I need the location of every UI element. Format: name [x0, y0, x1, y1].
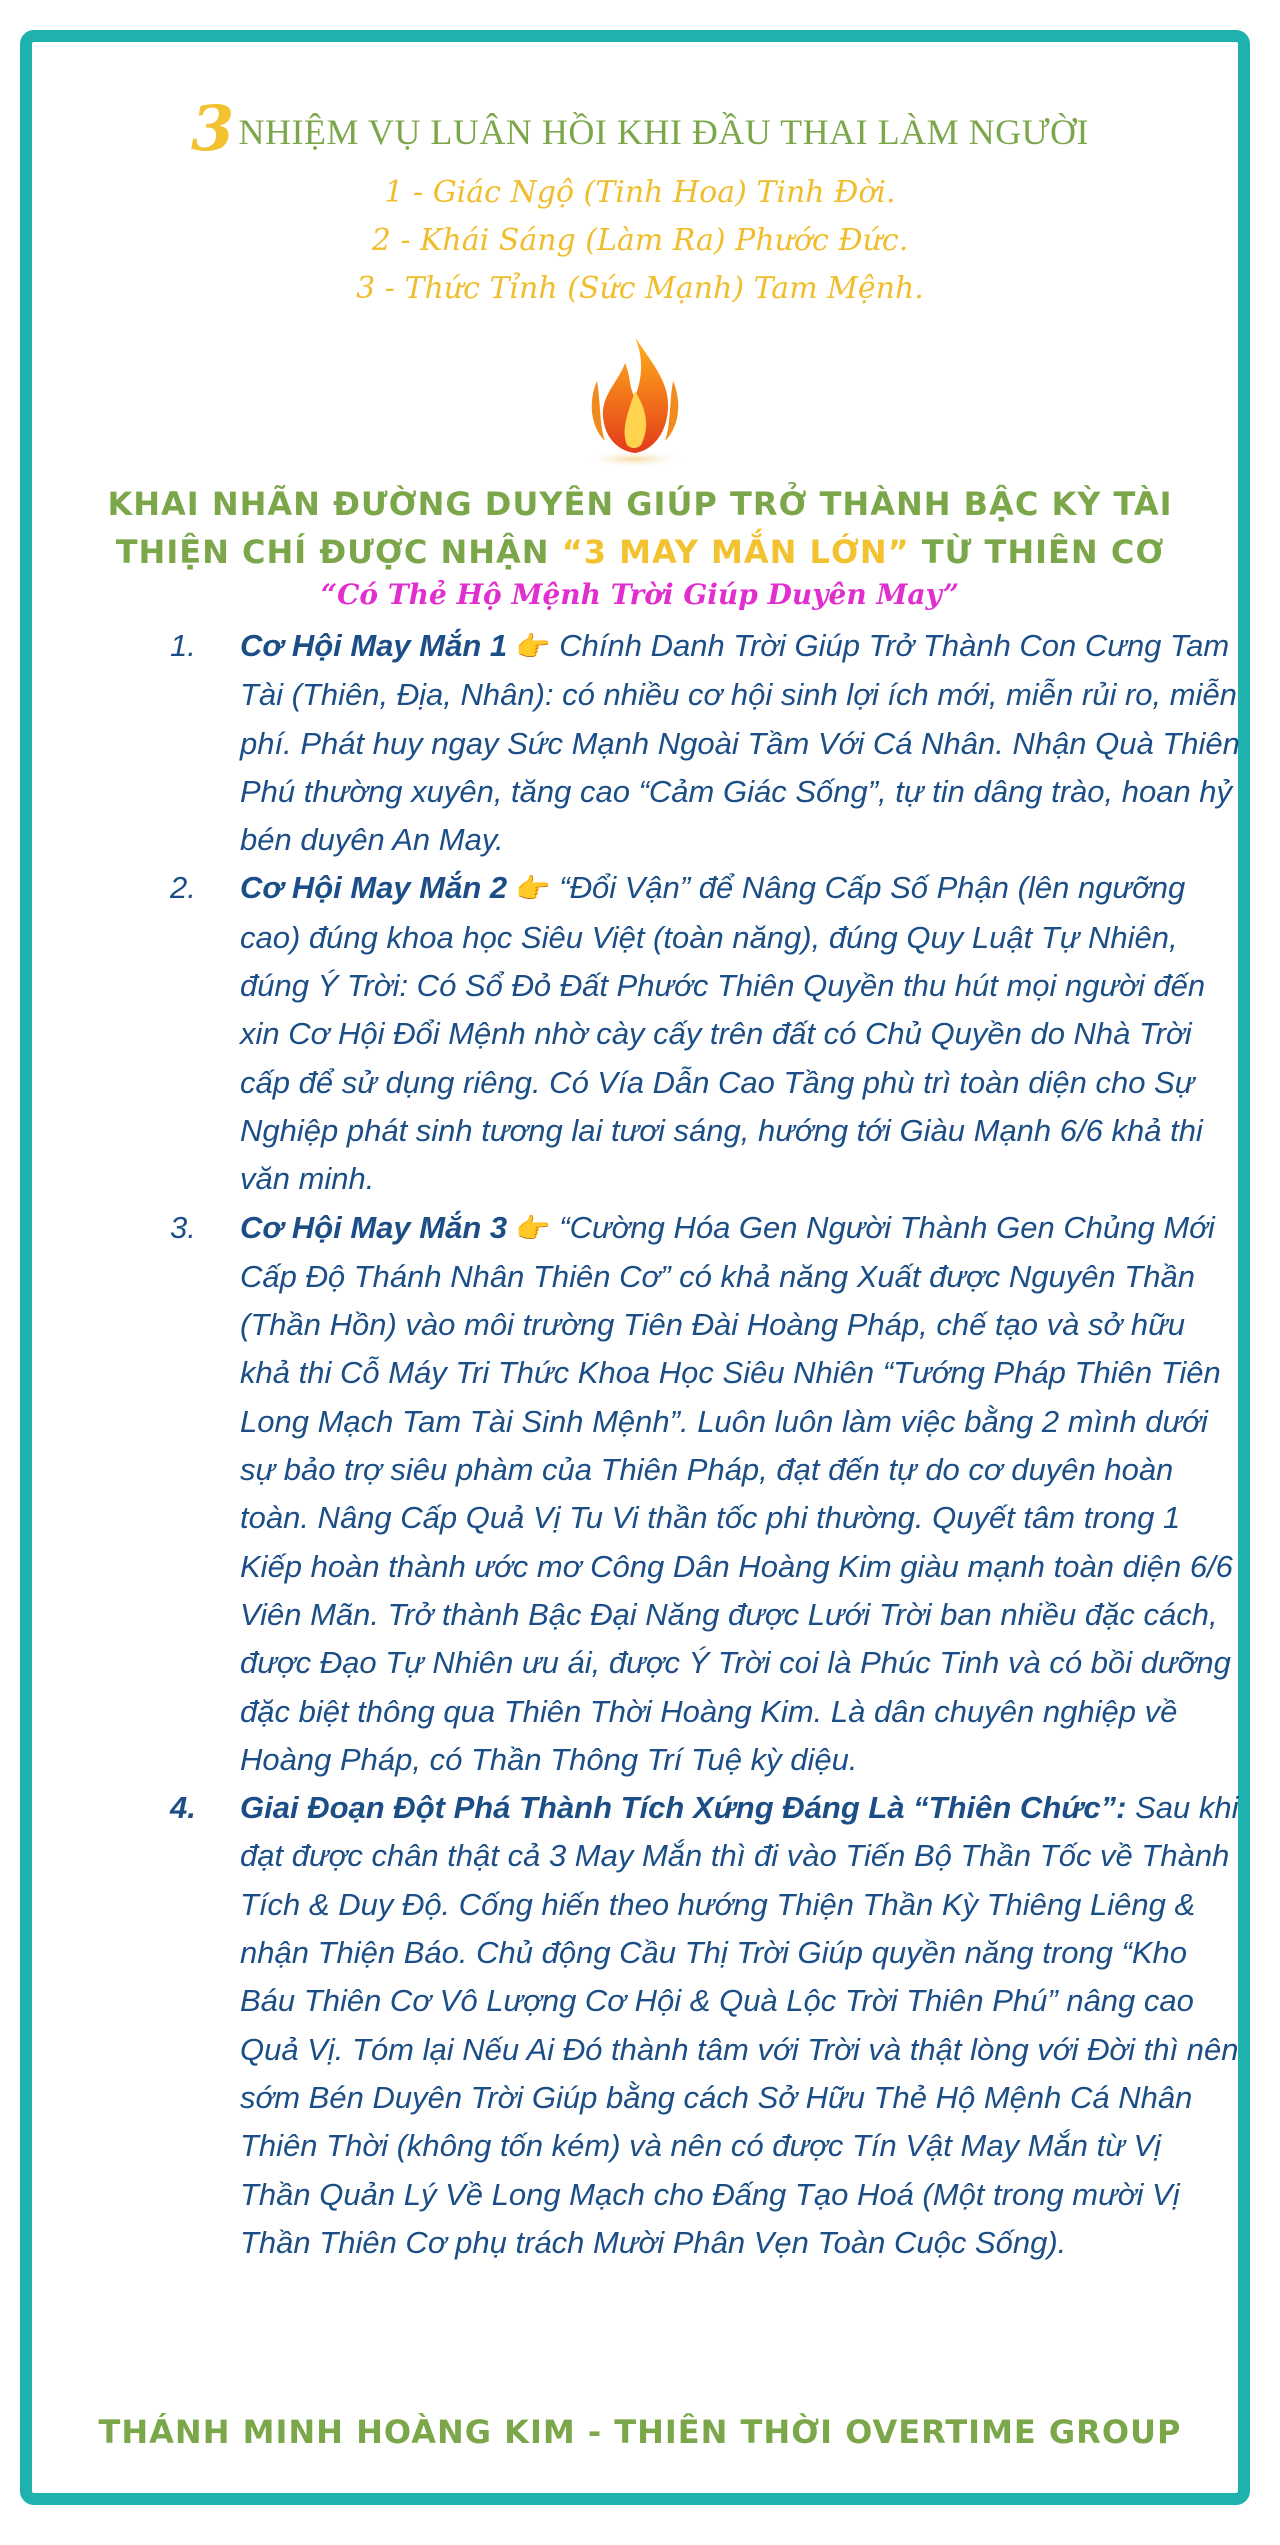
subtitle-3: 3 - Thức Tỉnh (Sức Mạnh) Tam Mệnh. [356, 271, 924, 306]
item-lead: Cơ Hội May Mắn 2 [240, 870, 508, 906]
flame-icon [575, 335, 695, 470]
heading-line-2-start: THIỆN CHÍ ĐƯỢC NHẬN [115, 533, 562, 571]
item-lead: Cơ Hội May Mắn 3 [240, 1209, 508, 1245]
pointing-hand-icon: 👉 [515, 873, 551, 905]
heading-line-2-end: TỪ THIÊN CƠ [909, 533, 1165, 571]
heading-line-1: KHAI NHÃN ĐƯỜNG DUYÊN GIÚP TRỞ THÀNH BẬC KỲ TÀI [107, 485, 1173, 523]
pointing-hand-icon: 👉 [515, 1212, 551, 1244]
heading-highlight: “3 MAY MẮN LỚN” [561, 533, 910, 571]
footer-text: THÁNH MINH HOÀNG KIM - THIÊN THỜI OVERTIME GROUP [98, 2413, 1182, 2451]
item-text: “Đổi Vận” để Nâng Cấp Số Phận (lên ngưỡng cao) đúng khoa học Siêu Việt (toàn năng), đúng Quy Luật Tự Nhiên, đúng Ý Trời: Có Sổ Đỏ Đất Phước Thiên Quyền thu hút mọi người đến xin Cơ Hội Đổi Mệnh nhờ cày cấy trên đất có Chủ Quyền do Nhà Trời cấp để sử dụng riêng. Có Vía Dẫn Cao Tầng phù trì toàn diện cho Sự Nghiệp phát sinh tương lai tươi sáng, hướng tới Giàu Mạnh 6/6 khả thi văn minh. [240, 870, 1206, 1197]
tagline: “Có Thẻ Hộ Mệnh Trời Giúp Duyên May” [321, 578, 959, 611]
list-item [0, 1784, 1280, 2267]
item-text: Sau khi đạt được chân thật cả 3 May Mắn thì đi vào Tiến Bộ Thần Tốc về Thành Tích & Duy Độ. Cống hiến theo hướng Thiện Thần Kỳ Thiêng Liêng & nhận Thiện Báo. Chủ động Cầu Thị Trời Giúp quyền năng trong “Kho Báu Thiên Cơ Vô Lượng Cơ Hội & Quà Lộc Trời Thiên Phú” nâng cao Quả Vị. Tóm lại Nếu Ai Đó thành tâm với Trời và thật lòng với Đời thì nên sớm Bén Duyên Trời Giúp bằng cách Sở Hữu Thẻ Hộ Mệnh Cá Nhân Thiên Thời (không tốn kém) và nên có được Tín Vật May Mắn từ Vị Thần Quản Lý Về Long Mạch cho Đấng Tạo Hoá (Một trong mười Vị Thần Thiên Cơ phụ trách Mười Phân Vẹn Toàn Cuộc Sống). [240, 1790, 1239, 2260]
title-text: NHIỆM VỤ LUÂN HỒI KHI ĐẦU THAI LÀM NGƯỜI [238, 112, 1090, 152]
item-number: 4. [170, 1790, 196, 1826]
list-item [0, 622, 1280, 864]
item-lead: Giai Đoạn Đột Phá Thành Tích Xứng Đáng Là “Thiên Chức”: [240, 1790, 1127, 1826]
benefit-list [0, 622, 1280, 2267]
title-number: 3 [190, 92, 235, 165]
item-number: 2. [170, 870, 196, 906]
list-item [0, 864, 1280, 1203]
item-number: 1. [170, 628, 196, 663]
subtitle-2: 2 - Khái Sáng (Làm Ra) Phước Đức. [371, 223, 909, 258]
subtitle-1: 1 - Giác Ngộ (Tinh Hoa) Tinh Đời. [384, 175, 896, 210]
heading-line-2 [0, 533, 1280, 571]
item-number: 3. [170, 1209, 196, 1245]
page-title [0, 92, 1280, 165]
item-lead: Cơ Hội May Mắn 1 [240, 628, 508, 663]
list-item [0, 1204, 1280, 1785]
pointing-hand-icon: 👉 [515, 631, 551, 662]
item-text: Chính Danh Trời Giúp Trở Thành Con Cưng Tam Tài (Thiên, Địa, Nhân): có nhiều cơ hội sinh lợi ích mới, miễn rủi ro, miễn phí. Phát huy ngay Sức Mạnh Ngoài Tầm Với Cá Nhân. Nhận Quà Thiên Phú thường xuyên, tăng cao “Cảm Giác Sống”, tự tin dâng trào, hoan hỷ bén duyên An May. [240, 628, 1240, 858]
item-text: “Cường Hóa Gen Người Thành Gen Chủng Mới Cấp Độ Thánh Nhân Thiên Cơ” có khả năng Xuất được Nguyên Thần (Thần Hồn) vào môi trường Tiên Đài Hoàng Pháp, chế tạo và sở hữu khả thi Cỗ Máy Tri Thức Khoa Học Siêu Nhiên “Tướng Pháp Thiên Tiên Long Mạch Tam Tài Sinh Mệnh”. Luôn luôn làm việc bằng 2 mình dưới sự bảo trợ siêu phàm của Thiên Pháp, đạt đến tự do cơ duyên hoàn toàn. Nâng Cấp Quả Vị Tu Vi thần tốc phi thường. Quyết tâm trong 1 Kiếp hoàn thành ước mơ Công Dân Hoàng Kim giàu mạnh toàn diện 6/6 Viên Mãn. Trở thành Bậc Đại Năng được Lưới Trời ban nhiều đặc cách, được Đạo Tự Nhiên ưu ái, được Ý Trời coi là Phúc Tinh và có bồi dưỡng đặc biệt thông qua Thiên Thời Hoàng Kim. Là dân chuyên nghiệp về Hoàng Pháp, có Thần Thông Trí Tuệ kỳ diệu. [240, 1209, 1233, 1777]
